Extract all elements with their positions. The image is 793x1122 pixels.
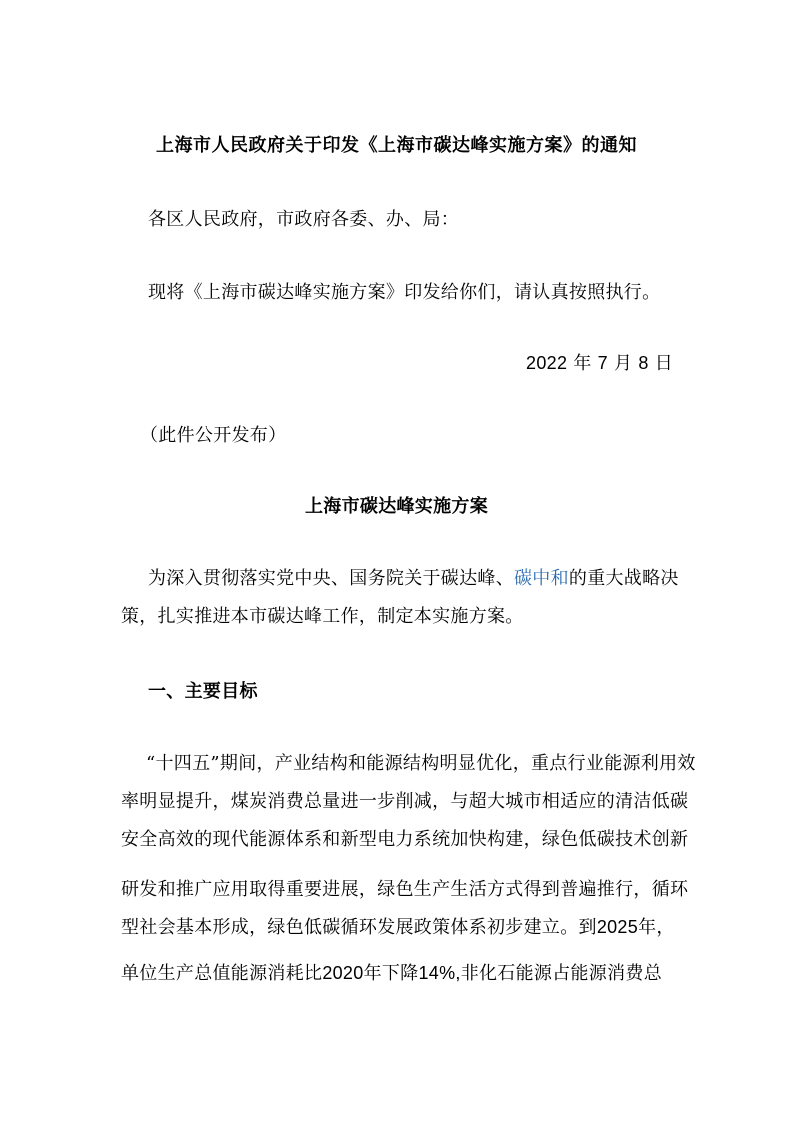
- goals-line-6-post: 非化石能源占能源消费总: [460, 963, 663, 984]
- goals-percent: 14%,: [418, 963, 461, 983]
- goals-line-5: [121, 914, 673, 941]
- date-day: 8: [638, 353, 649, 373]
- carbon-neutral-link[interactable]: 碳中和: [514, 568, 569, 589]
- section-heading: 一、主要目标: [148, 681, 258, 702]
- goals-line-3: 安全高效的现代能源体系和新型电力系统加快构建，绿色低碳技术创新: [121, 829, 689, 850]
- date-year-unit: 年: [573, 353, 592, 374]
- intro-text-post: 的重大战略决: [568, 568, 679, 589]
- intro-text-pre: 为深入贯彻落实党中央、国务院关于碳达峰、: [148, 568, 514, 589]
- date-month: 7: [597, 353, 608, 373]
- notice-title: 上海市人民政府关于印发《上海市碳达峰实施方案》的通知: [156, 135, 637, 156]
- intro-line-2: 策，扎实推进本市碳达峰工作，制定本实施方案。: [121, 606, 524, 627]
- goals-line-4: 研发和推广应用取得重要进展，绿色生产生活方式得到普遍推行，循环: [121, 879, 689, 900]
- goals-line-5-pre: 型社会基本形成，绿色低碳循环发展政策体系初步建立。到: [121, 917, 597, 938]
- goals-year-2025: 2025: [596, 917, 639, 937]
- publication-note: （此件公开发布）: [140, 425, 287, 446]
- intro-line-1: [148, 566, 679, 592]
- goals-line-6: [121, 960, 673, 987]
- goals-line-6-mid: 年下降: [363, 963, 419, 984]
- goals-year-2020: 2020: [322, 963, 364, 983]
- date-month-unit: 月: [614, 353, 633, 374]
- date-line: [121, 350, 673, 377]
- goals-line-6-pre: 单位生产总值能源消耗比: [121, 963, 323, 984]
- goals-line-5-post: 年，: [638, 917, 675, 938]
- date-day-unit: 日: [654, 353, 673, 374]
- addressee-line: 各区人民政府，市政府各委、办、局：: [148, 209, 460, 230]
- goals-line-1: “十四五”期间，产业结构和能源结构明显优化，重点行业能源利用效: [146, 753, 696, 774]
- body-line: 现将《上海市碳达峰实施方案》印发给你们，请认真按照执行。: [148, 282, 661, 303]
- goals-line-2: 率明显提升，煤炭消费总量进一步削减，与超大城市相适应的清洁低碳: [121, 791, 689, 812]
- plan-title: 上海市碳达峰实施方案: [305, 496, 488, 517]
- date-year: 2022: [526, 353, 568, 373]
